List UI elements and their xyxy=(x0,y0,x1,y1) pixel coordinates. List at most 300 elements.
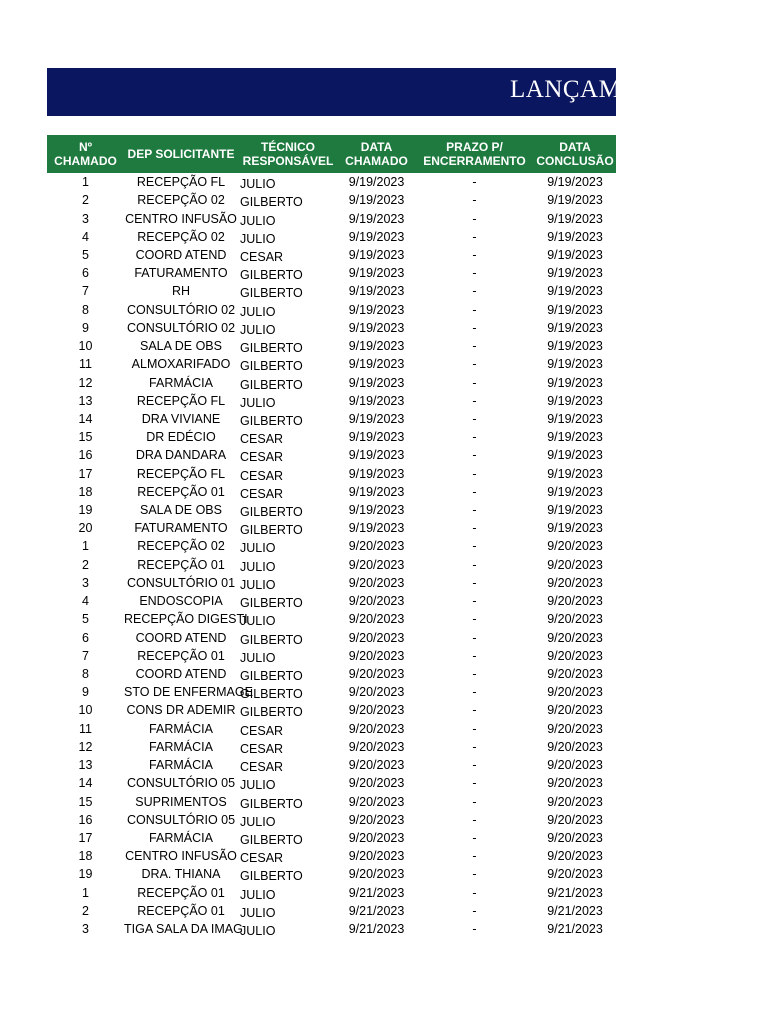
table-row xyxy=(47,556,616,574)
cell-prazo[interactable]: - xyxy=(472,557,477,572)
cell-data-conclusao[interactable]: 9/20/2023 xyxy=(547,812,603,827)
table-row xyxy=(47,228,616,246)
cell-data-chamado[interactable]: 9/20/2023 xyxy=(348,867,405,882)
table-row xyxy=(47,282,616,300)
table-row xyxy=(47,701,616,719)
cell-prazo[interactable]: - xyxy=(472,721,477,736)
cell-data-conclusao[interactable]: 9/20/2023 xyxy=(547,575,603,590)
cell-data-chamado[interactable]: 9/20/2023 xyxy=(348,667,405,682)
table-header xyxy=(47,135,616,173)
cell-dep-solicitante[interactable]: CONSULTÓRIO 02 xyxy=(126,302,236,317)
cell-tecnico[interactable]: JULIO xyxy=(240,778,276,793)
cell-numero[interactable]: 4 xyxy=(82,594,89,609)
cell-prazo[interactable]: - xyxy=(472,466,477,481)
cell-tecnico[interactable]: GILBERTO xyxy=(240,705,303,720)
cell-data-chamado[interactable]: 9/21/2023 xyxy=(348,922,405,937)
cell-numero[interactable]: 15 xyxy=(78,430,93,445)
cell-data-chamado[interactable]: 9/19/2023 xyxy=(348,448,405,463)
cell-data-conclusao[interactable]: 9/19/2023 xyxy=(547,521,603,536)
cell-numero[interactable]: 18 xyxy=(78,484,93,499)
cell-tecnico[interactable]: GILBERTO xyxy=(240,669,303,684)
cell-tecnico[interactable]: CESAR xyxy=(240,723,284,738)
cell-numero[interactable]: 6 xyxy=(82,266,89,281)
cell-data-chamado[interactable]: 9/19/2023 xyxy=(348,302,405,317)
cell-data-chamado[interactable]: 9/19/2023 xyxy=(348,484,405,499)
cell-prazo[interactable]: - xyxy=(472,812,477,827)
cell-numero[interactable]: 7 xyxy=(82,648,89,663)
cell-numero[interactable]: 3 xyxy=(82,575,89,590)
table-row xyxy=(47,720,616,738)
cell-data-chamado[interactable]: 9/20/2023 xyxy=(348,721,405,736)
cell-prazo[interactable]: - xyxy=(472,448,477,463)
cell-data-conclusao[interactable]: 9/19/2023 xyxy=(547,430,603,445)
cell-data-chamado[interactable]: 9/20/2023 xyxy=(348,557,405,572)
cell-data-chamado[interactable]: 9/19/2023 xyxy=(348,503,405,518)
table-row xyxy=(47,173,616,191)
cell-numero[interactable]: 14 xyxy=(78,776,93,791)
cell-data-conclusao[interactable]: 9/20/2023 xyxy=(547,557,603,572)
table-row xyxy=(47,337,616,355)
table-row xyxy=(47,792,616,810)
cell-tecnico[interactable]: CESAR xyxy=(240,851,284,866)
cell-data-conclusao[interactable]: 9/20/2023 xyxy=(547,539,603,554)
cell-numero[interactable]: 11 xyxy=(79,357,92,372)
cell-numero[interactable]: 10 xyxy=(78,339,93,354)
cell-prazo[interactable]: - xyxy=(472,193,477,208)
cell-data-conclusao[interactable]: 9/19/2023 xyxy=(547,320,603,335)
cell-prazo[interactable]: - xyxy=(472,867,477,882)
cell-data-conclusao[interactable]: 9/19/2023 xyxy=(547,247,603,262)
cell-dep-solicitante[interactable]: RECEPÇÃO 01 xyxy=(137,557,225,572)
cell-dep-solicitante[interactable]: TIGA SALA DA IMAG xyxy=(124,922,243,937)
cell-data-chamado[interactable]: 9/20/2023 xyxy=(348,812,405,827)
cell-tecnico[interactable]: JULIO xyxy=(240,887,276,902)
cell-prazo[interactable]: - xyxy=(472,630,477,645)
table-row xyxy=(47,410,616,428)
cell-dep-solicitante[interactable]: COORD ATEND xyxy=(135,667,227,682)
cell-numero[interactable]: 4 xyxy=(82,229,89,244)
cell-data-chamado[interactable]: 9/20/2023 xyxy=(348,630,405,645)
cell-prazo[interactable]: - xyxy=(472,575,477,590)
cell-prazo[interactable]: - xyxy=(472,247,477,262)
cell-dep-solicitante[interactable]: DRA DANDARA xyxy=(135,448,227,463)
cell-numero[interactable]: 18 xyxy=(78,849,93,864)
cell-tecnico[interactable]: GILBERTO xyxy=(240,505,303,520)
cell-tecnico[interactable]: CESAR xyxy=(240,486,284,501)
cell-data-conclusao[interactable]: 9/20/2023 xyxy=(547,794,603,809)
cell-numero[interactable]: 13 xyxy=(78,393,93,408)
cell-dep-solicitante[interactable]: STO DE ENFERMAGE xyxy=(124,685,253,700)
cell-data-chamado[interactable]: 9/21/2023 xyxy=(348,903,405,918)
cell-prazo[interactable]: - xyxy=(472,885,477,900)
cell-tecnico[interactable]: GILBERTO xyxy=(240,596,303,611)
cell-tecnico[interactable]: JULIO xyxy=(240,559,276,574)
cell-dep-solicitante[interactable]: ENDOSCOPIA xyxy=(139,594,223,609)
table-row xyxy=(47,829,616,847)
table-row xyxy=(47,865,616,883)
cell-data-conclusao[interactable]: 9/21/2023 xyxy=(547,922,603,937)
cell-data-conclusao[interactable]: 9/20/2023 xyxy=(547,849,603,864)
cell-numero[interactable]: 2 xyxy=(82,557,89,572)
cell-prazo[interactable]: - xyxy=(472,703,477,718)
cell-numero[interactable]: 1 xyxy=(82,175,89,190)
cell-data-conclusao[interactable]: 9/20/2023 xyxy=(547,739,603,754)
cell-numero[interactable]: 2 xyxy=(82,193,89,208)
cell-tecnico[interactable]: JULIO xyxy=(240,905,276,920)
cell-prazo[interactable]: - xyxy=(472,411,477,426)
cell-dep-solicitante[interactable]: FARMÁCIA xyxy=(149,739,213,754)
cell-numero[interactable]: 11 xyxy=(79,721,92,736)
cell-tecnico[interactable]: CESAR xyxy=(240,468,284,483)
cell-data-conclusao[interactable]: 9/20/2023 xyxy=(547,648,603,663)
cell-prazo[interactable]: - xyxy=(472,503,477,518)
cell-data-chamado[interactable]: 9/19/2023 xyxy=(348,521,405,536)
cell-prazo[interactable]: - xyxy=(472,393,477,408)
table-row xyxy=(47,920,616,938)
cell-data-chamado[interactable]: 9/20/2023 xyxy=(348,703,405,718)
cell-data-conclusao[interactable]: 9/20/2023 xyxy=(547,630,603,645)
cell-data-chamado[interactable]: 9/21/2023 xyxy=(348,885,405,900)
cell-data-conclusao[interactable]: 9/19/2023 xyxy=(547,503,603,518)
cell-data-conclusao[interactable]: 9/20/2023 xyxy=(547,776,603,791)
cell-data-conclusao[interactable]: 9/19/2023 xyxy=(547,175,603,190)
cell-tecnico[interactable]: GILBERTO xyxy=(240,195,303,210)
cell-data-chamado[interactable]: 9/20/2023 xyxy=(348,776,405,791)
cell-data-chamado[interactable]: 9/20/2023 xyxy=(348,612,405,627)
cell-numero[interactable]: 8 xyxy=(82,667,89,682)
cell-data-conclusao[interactable]: 9/19/2023 xyxy=(547,357,603,372)
cell-prazo[interactable]: - xyxy=(472,339,477,354)
cell-numero[interactable]: 14 xyxy=(78,411,93,426)
cell-tecnico[interactable]: JULIO xyxy=(240,924,276,939)
table-row xyxy=(47,683,616,701)
cell-numero[interactable]: 5 xyxy=(82,612,89,627)
cell-data-chamado[interactable]: 9/19/2023 xyxy=(348,375,405,390)
cell-dep-solicitante[interactable]: RECEPÇÃO 02 xyxy=(137,229,225,244)
cell-dep-solicitante[interactable]: CENTRO INFUSÃO xyxy=(125,849,237,864)
cell-numero[interactable]: 5 xyxy=(82,247,89,262)
cell-dep-solicitante[interactable]: FARMÁCIA xyxy=(149,830,213,845)
cell-prazo[interactable]: - xyxy=(472,776,477,791)
cell-numero[interactable]: 12 xyxy=(78,739,93,754)
cell-data-chamado[interactable]: 9/20/2023 xyxy=(348,594,405,609)
cell-data-chamado[interactable]: 9/19/2023 xyxy=(348,430,405,445)
cell-dep-solicitante[interactable]: RECEPÇÃO FL xyxy=(136,466,226,481)
cell-data-conclusao[interactable]: 9/20/2023 xyxy=(547,594,603,609)
cell-tecnico[interactable]: CESAR xyxy=(240,249,284,264)
cell-dep-solicitante[interactable]: RECEPÇÃO 01 xyxy=(137,903,225,918)
cell-data-conclusao[interactable]: 9/21/2023 xyxy=(547,903,603,918)
cell-tecnico[interactable]: JULIO xyxy=(240,322,276,337)
cell-dep-solicitante[interactable]: RECEPÇÃO DIGESTI xyxy=(124,612,248,627)
cell-data-chamado[interactable]: 9/19/2023 xyxy=(348,284,405,299)
cell-dep-solicitante[interactable]: SALA DE OBS xyxy=(140,339,222,354)
cell-prazo[interactable]: - xyxy=(472,594,477,609)
cell-dep-solicitante[interactable]: RECEPÇÃO 02 xyxy=(137,539,225,554)
cell-dep-solicitante[interactable]: FATURAMENTO xyxy=(134,266,228,281)
cell-dep-solicitante[interactable]: RECEPÇÃO 01 xyxy=(137,484,225,499)
cell-tecnico[interactable]: GILBERTO xyxy=(240,832,303,847)
header-numero-chamado[interactable]: Nº CHAMADO xyxy=(47,135,124,173)
cell-data-conclusao[interactable]: 9/19/2023 xyxy=(547,339,603,354)
cell-data-conclusao[interactable]: 9/19/2023 xyxy=(547,211,603,226)
table-row xyxy=(47,446,616,464)
cell-data-chamado[interactable]: 9/20/2023 xyxy=(348,575,405,590)
cell-tecnico[interactable]: GILBERTO xyxy=(240,268,303,283)
table-row xyxy=(47,592,616,610)
cell-dep-solicitante[interactable]: RH xyxy=(171,284,191,299)
cell-data-conclusao[interactable]: 9/19/2023 xyxy=(547,448,603,463)
cell-dep-solicitante[interactable]: SUPRIMENTOS xyxy=(135,794,227,809)
cell-data-conclusao[interactable]: 9/20/2023 xyxy=(547,721,603,736)
cell-data-conclusao[interactable]: 9/19/2023 xyxy=(547,284,603,299)
table-row xyxy=(47,483,616,501)
cell-data-chamado[interactable]: 9/19/2023 xyxy=(348,393,405,408)
cell-dep-solicitante[interactable]: RECEPÇÃO 01 xyxy=(137,648,225,663)
cell-numero[interactable]: 16 xyxy=(78,448,93,463)
table-row xyxy=(47,574,616,592)
cell-prazo[interactable]: - xyxy=(472,849,477,864)
table-row xyxy=(47,756,616,774)
table-row xyxy=(47,665,616,683)
cell-data-conclusao[interactable]: 9/20/2023 xyxy=(547,667,603,682)
cell-numero[interactable]: 2 xyxy=(82,903,89,918)
cell-data-chamado[interactable]: 9/20/2023 xyxy=(348,739,405,754)
table-row xyxy=(47,246,616,264)
cell-prazo[interactable]: - xyxy=(472,302,477,317)
cell-tecnico[interactable]: CESAR xyxy=(240,741,284,756)
cell-data-chamado[interactable]: 9/20/2023 xyxy=(348,685,405,700)
cell-data-conclusao[interactable]: 9/19/2023 xyxy=(547,229,603,244)
cell-data-chamado[interactable]: 9/19/2023 xyxy=(348,193,405,208)
cell-dep-solicitante[interactable]: FARMÁCIA xyxy=(149,721,213,736)
cell-prazo[interactable]: - xyxy=(472,922,477,937)
cell-prazo[interactable]: - xyxy=(472,539,477,554)
cell-data-conclusao[interactable]: 9/21/2023 xyxy=(547,885,603,900)
cell-numero[interactable]: 3 xyxy=(82,922,89,937)
cell-numero[interactable]: 19 xyxy=(78,867,93,882)
cell-dep-solicitante[interactable]: RECEPÇÃO 02 xyxy=(137,193,225,208)
table-row xyxy=(47,519,616,537)
cell-numero[interactable]: 17 xyxy=(78,466,93,481)
cell-numero[interactable]: 9 xyxy=(82,685,89,700)
cell-numero[interactable]: 3 xyxy=(82,211,89,226)
cell-dep-solicitante[interactable]: DR EDÉCIO xyxy=(146,430,216,445)
cell-tecnico[interactable]: JULIO xyxy=(240,395,276,410)
table-row xyxy=(47,465,616,483)
cell-tecnico[interactable]: GILBERTO xyxy=(240,687,303,702)
cell-data-conclusao[interactable]: 9/19/2023 xyxy=(547,266,603,281)
cell-numero[interactable]: 1 xyxy=(82,885,89,900)
cell-numero[interactable]: 6 xyxy=(82,630,89,645)
header-prazo-encerramento[interactable]: PRAZO P/ ENCERRAMENTO xyxy=(415,135,534,173)
cell-data-chamado[interactable]: 9/20/2023 xyxy=(348,849,405,864)
cell-dep-solicitante[interactable]: SALA DE OBS xyxy=(140,503,222,518)
cell-tecnico[interactable]: JULIO xyxy=(240,577,276,592)
cell-prazo[interactable]: - xyxy=(472,648,477,663)
cell-dep-solicitante[interactable]: COORD ATEND xyxy=(135,247,227,262)
cell-data-conclusao[interactable]: 9/20/2023 xyxy=(547,703,603,718)
cell-data-conclusao[interactable]: 9/19/2023 xyxy=(547,302,603,317)
cell-prazo[interactable]: - xyxy=(472,739,477,754)
cell-dep-solicitante[interactable]: DRA. THIANA xyxy=(141,867,221,882)
cell-tecnico[interactable]: GILBERTO xyxy=(240,359,303,374)
cell-dep-solicitante[interactable]: CONS DR ADEMIR xyxy=(126,703,236,718)
cell-tecnico[interactable]: GILBERTO xyxy=(240,286,303,301)
cell-dep-solicitante[interactable]: RECEPÇÃO FL xyxy=(136,393,226,408)
cell-dep-solicitante[interactable]: FARMÁCIA xyxy=(149,758,213,773)
cell-prazo[interactable]: - xyxy=(472,357,477,372)
cell-prazo[interactable]: - xyxy=(472,284,477,299)
cell-tecnico[interactable]: JULIO xyxy=(240,650,276,665)
cell-data-chamado[interactable]: 9/19/2023 xyxy=(348,229,405,244)
cell-tecnico[interactable]: JULIO xyxy=(240,304,276,319)
cell-dep-solicitante[interactable]: FARMÁCIA xyxy=(149,375,213,390)
cell-data-conclusao[interactable]: 9/19/2023 xyxy=(547,411,603,426)
cell-data-conclusao[interactable]: 9/20/2023 xyxy=(547,830,603,845)
cell-data-chamado[interactable]: 9/20/2023 xyxy=(348,539,405,554)
cell-prazo[interactable]: - xyxy=(472,830,477,845)
cell-prazo[interactable]: - xyxy=(472,667,477,682)
cell-numero[interactable]: 1 xyxy=(82,539,89,554)
cell-numero[interactable]: 9 xyxy=(82,320,89,335)
table-row xyxy=(47,319,616,337)
table-row xyxy=(47,537,616,555)
cell-prazo[interactable]: - xyxy=(472,484,477,499)
cell-dep-solicitante[interactable]: CONSULTÓRIO 05 xyxy=(126,776,236,791)
cell-dep-solicitante[interactable]: FATURAMENTO xyxy=(134,521,228,536)
cell-prazo[interactable]: - xyxy=(472,320,477,335)
cell-data-chamado[interactable]: 9/19/2023 xyxy=(348,247,405,262)
cell-prazo[interactable]: - xyxy=(472,794,477,809)
table-row xyxy=(47,902,616,920)
cell-prazo[interactable]: - xyxy=(472,685,477,700)
cell-data-chamado[interactable]: 9/20/2023 xyxy=(348,758,405,773)
table-row xyxy=(47,264,616,282)
cell-dep-solicitante[interactable]: COORD ATEND xyxy=(135,630,227,645)
table-row xyxy=(47,628,616,646)
cell-dep-solicitante[interactable]: ALMOXARIFADO xyxy=(131,357,231,372)
cell-numero[interactable]: 8 xyxy=(82,302,89,317)
cell-tecnico[interactable]: GILBERTO xyxy=(240,413,303,428)
cell-dep-solicitante[interactable]: RECEPÇÃO 01 xyxy=(137,885,225,900)
table-row xyxy=(47,392,616,410)
cell-numero[interactable]: 10 xyxy=(78,703,93,718)
cell-data-chamado[interactable]: 9/19/2023 xyxy=(348,357,405,372)
table-row xyxy=(47,847,616,865)
cell-prazo[interactable]: - xyxy=(472,521,477,536)
table-row xyxy=(47,884,616,902)
cell-prazo[interactable]: - xyxy=(472,211,477,226)
cell-data-conclusao[interactable]: 9/20/2023 xyxy=(547,612,603,627)
cell-data-conclusao[interactable]: 9/19/2023 xyxy=(547,193,603,208)
header-data-chamado[interactable]: DATA CHAMADO xyxy=(338,135,415,173)
cell-numero[interactable]: 7 xyxy=(82,284,89,299)
cell-numero[interactable]: 16 xyxy=(78,812,93,827)
cell-tecnico[interactable]: JULIO xyxy=(240,177,276,192)
cell-tecnico[interactable]: CESAR xyxy=(240,450,284,465)
header-dep-solicitante[interactable]: DEP SOLICITANTE xyxy=(124,135,238,173)
cell-data-conclusao[interactable]: 9/20/2023 xyxy=(547,758,603,773)
cell-prazo[interactable]: - xyxy=(472,903,477,918)
table-body xyxy=(47,173,616,938)
cell-numero[interactable]: 17 xyxy=(78,830,93,845)
table-row xyxy=(47,355,616,373)
cell-data-chamado[interactable]: 9/19/2023 xyxy=(348,466,405,481)
cell-data-conclusao[interactable]: 9/19/2023 xyxy=(547,393,603,408)
table-row xyxy=(47,610,616,628)
cell-dep-solicitante[interactable]: RECEPÇÃO FL xyxy=(136,175,226,190)
cell-data-chamado[interactable]: 9/20/2023 xyxy=(348,648,405,663)
cell-tecnico[interactable]: JULIO xyxy=(240,614,276,629)
cell-tecnico[interactable]: GILBERTO xyxy=(240,523,303,538)
cell-prazo[interactable]: - xyxy=(472,175,477,190)
table-row xyxy=(47,373,616,391)
cell-data-conclusao[interactable]: 9/19/2023 xyxy=(547,375,603,390)
cell-tecnico[interactable]: JULIO xyxy=(240,231,276,246)
cell-tecnico[interactable]: GILBERTO xyxy=(240,341,303,356)
cell-dep-solicitante[interactable]: DRA VIVIANE xyxy=(141,411,221,426)
cell-prazo[interactable]: - xyxy=(472,758,477,773)
cell-prazo[interactable]: - xyxy=(472,266,477,281)
cell-numero[interactable]: 19 xyxy=(78,503,93,518)
cell-numero[interactable]: 20 xyxy=(78,521,93,536)
table-row xyxy=(47,738,616,756)
cell-data-chamado[interactable]: 9/19/2023 xyxy=(348,266,405,281)
cell-data-conclusao[interactable]: 9/20/2023 xyxy=(547,867,603,882)
header-tecnico-responsavel[interactable]: TÉCNICO RESPONSÁVEL xyxy=(238,135,338,173)
cell-tecnico[interactable]: GILBERTO xyxy=(240,632,303,647)
cell-prazo[interactable]: - xyxy=(472,375,477,390)
cell-dep-solicitante[interactable]: CONSULTÓRIO 02 xyxy=(126,320,236,335)
table-row xyxy=(47,209,616,227)
cell-tecnico[interactable]: GILBERTO xyxy=(240,377,303,392)
cell-dep-solicitante[interactable]: CONSULTÓRIO 05 xyxy=(126,812,236,827)
cell-data-chamado[interactable]: 9/19/2023 xyxy=(348,411,405,426)
cell-dep-solicitante[interactable]: CONSULTÓRIO 01 xyxy=(126,575,236,590)
cell-tecnico[interactable]: CESAR xyxy=(240,760,284,775)
cell-data-conclusao[interactable]: 9/20/2023 xyxy=(547,685,603,700)
cell-numero[interactable]: 13 xyxy=(78,758,93,773)
cell-data-chamado[interactable]: 9/19/2023 xyxy=(348,320,405,335)
cell-data-conclusao[interactable]: 9/19/2023 xyxy=(547,484,603,499)
cell-tecnico[interactable]: GILBERTO xyxy=(240,869,303,884)
table-row xyxy=(47,647,616,665)
calls-table xyxy=(47,135,616,938)
cell-data-conclusao[interactable]: 9/19/2023 xyxy=(547,466,603,481)
cell-tecnico[interactable]: JULIO xyxy=(240,541,276,556)
cell-data-chamado[interactable]: 9/19/2023 xyxy=(348,211,405,226)
header-data-conclusao[interactable]: DATA CONCLUSÃO xyxy=(534,135,616,173)
cell-data-chamado[interactable]: 9/20/2023 xyxy=(348,830,405,845)
cell-numero[interactable]: 12 xyxy=(78,375,93,390)
cell-tecnico[interactable]: JULIO xyxy=(240,814,276,829)
table-row xyxy=(47,301,616,319)
cell-prazo[interactable]: - xyxy=(472,229,477,244)
cell-data-chamado[interactable]: 9/19/2023 xyxy=(348,339,405,354)
cell-prazo[interactable]: - xyxy=(472,430,477,445)
cell-tecnico[interactable]: GILBERTO xyxy=(240,796,303,811)
header-row xyxy=(47,135,616,173)
table-row xyxy=(47,191,616,209)
cell-numero[interactable]: 15 xyxy=(78,794,93,809)
cell-tecnico[interactable]: CESAR xyxy=(240,432,284,447)
cell-tecnico[interactable]: JULIO xyxy=(240,213,276,228)
cell-prazo[interactable]: - xyxy=(472,612,477,627)
cell-dep-solicitante[interactable]: CENTRO INFUSÃO xyxy=(125,211,237,226)
cell-data-chamado[interactable]: 9/20/2023 xyxy=(348,794,405,809)
cell-data-chamado[interactable]: 9/19/2023 xyxy=(348,175,405,190)
